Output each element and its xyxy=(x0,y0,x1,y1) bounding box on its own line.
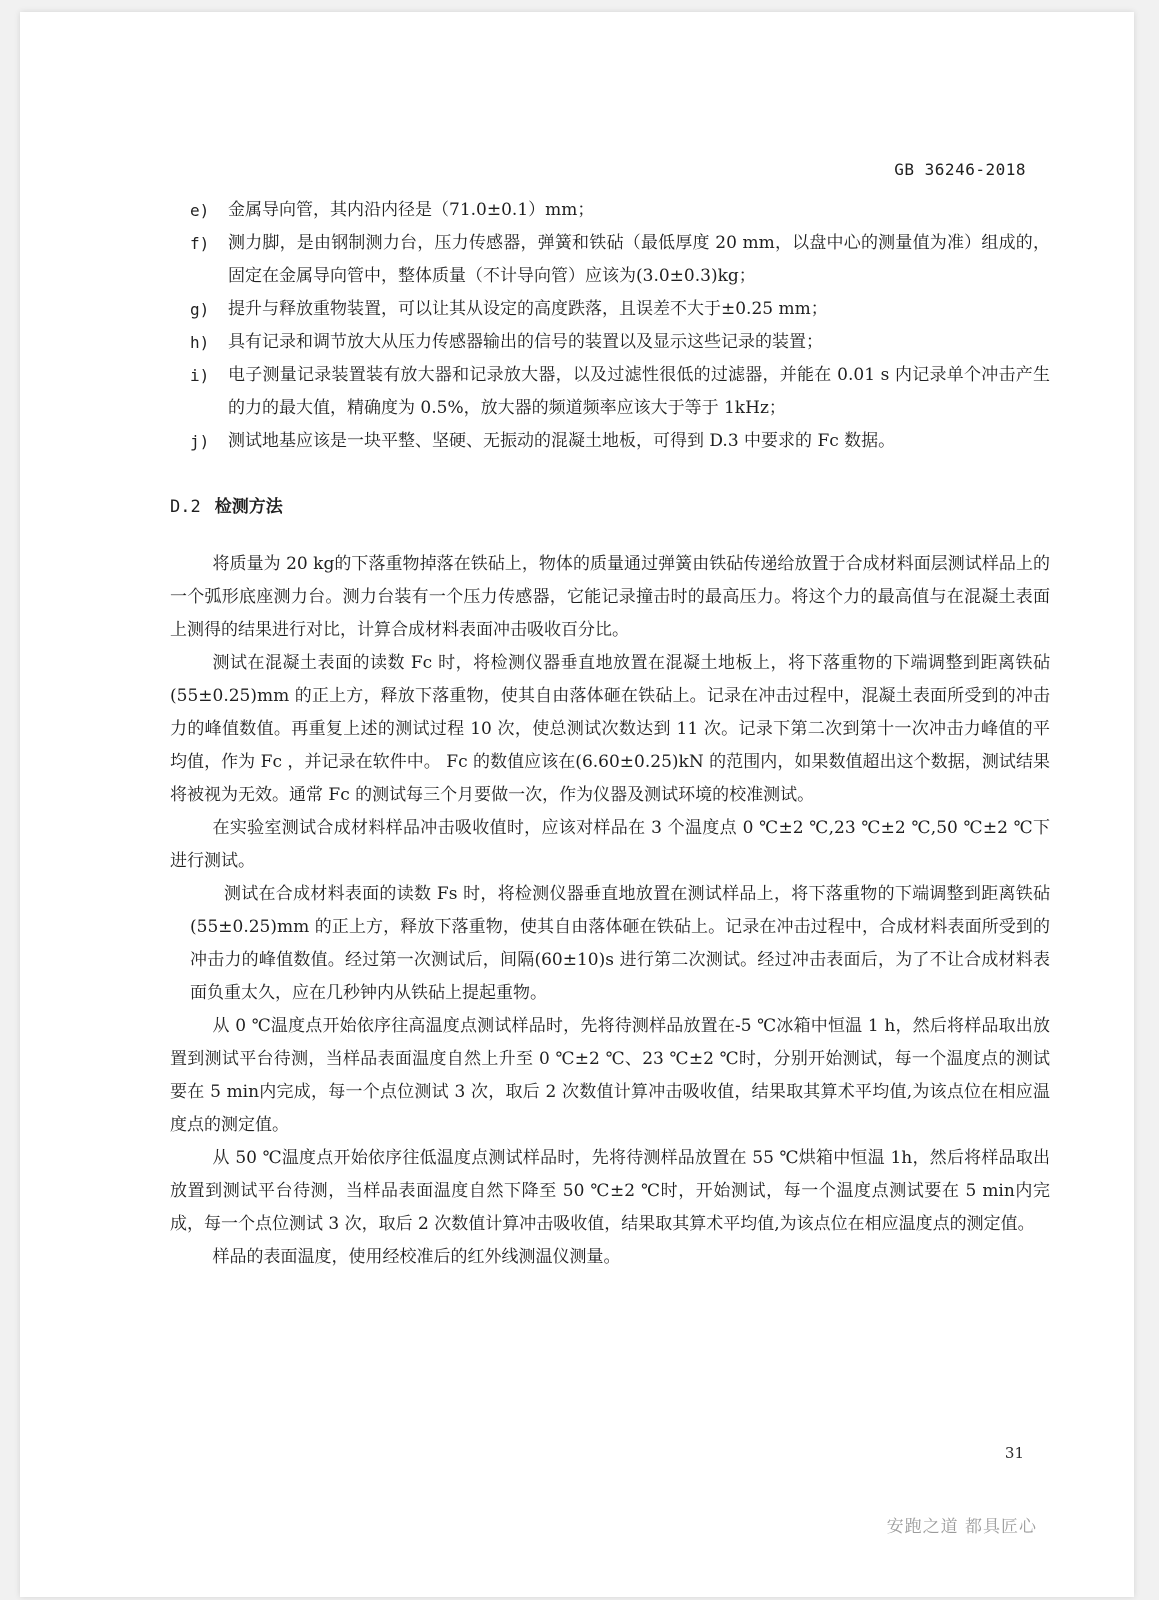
list-item-text: 测力脚，是由钢制测力台，压力传感器，弹簧和铁砧（最低厚度 20 mm，以盘中心的测量值为准）组成的，固定在金属导向管中，整体质量（不计导向管）应该为(3.0±0.3)kg； xyxy=(228,233,1050,286)
paragraph: 将质量为 20 kg的下落重物掉落在铁砧上，物体的质量通过弹簧由铁砧传递给放置于合成材料面层测试样品上的一个弧形底座测力台。测力台装有一个压力传感器，它能记录撞击时的最高压力。将这个力的最高值与在混凝土表面上测得的结果进行对比，计算合成材料表面冲击吸收百分比。 xyxy=(170,554,1050,640)
paragraph: 从 0 ℃温度点开始依序往高温度点测试样品时，先将待测样品放置在-5 ℃冰箱中恒温 1 h，然后将样品取出放置到测试平台待测，当样品表面温度自然上升至 0 ℃±2 ℃、23 ℃±2 ℃时，分别开始测试，每一个温度点的测试要在 5 min内完成，每一个点位测试 3 次，取后 2 次数值计算冲击吸收值，结果取其算术平均值,为该点位在相应温度点的测定值。 xyxy=(170,1016,1050,1135)
list-item xyxy=(190,359,1050,425)
list-item-label: g) xyxy=(190,300,210,319)
list-item-text: 电子测量记录装置装有放大器和记录放大器，以及过滤性很低的过滤器，并能在 0.01 s 内记录单个冲击产生的力的最大值，精确度为 0.5%，放大器的频道频率应该大于等于 1kHz； xyxy=(228,365,1050,418)
equipment-list xyxy=(190,194,1050,458)
page-number: 31 xyxy=(1004,1444,1024,1462)
list-item xyxy=(190,194,1050,227)
paragraph: 样品的表面温度，使用经校准后的红外线测温仪测量。 xyxy=(212,1247,621,1267)
list-item-label: i) xyxy=(190,366,210,385)
watermark-text: 安跑之道 都具匠心 xyxy=(886,1517,1037,1537)
section-heading xyxy=(170,492,283,517)
list-item-text: 具有记录和调节放大从压力传感器输出的信号的装置以及显示这些记录的装置； xyxy=(228,332,823,352)
list-item xyxy=(190,425,1050,458)
list-item-text: 测试地基应该是一块平整、坚硬、无振动的混凝土地板，可得到 D.3 中要求的 Fc 数据。 xyxy=(228,431,896,451)
paragraph: 在实验室测试合成材料样品冲击吸收值时，应该对样品在 3 个温度点 0 ℃±2 ℃,23 ℃±2 ℃,50 ℃±2 ℃下进行测试。 xyxy=(170,818,1050,871)
section-title: 检测方法 xyxy=(214,497,283,517)
list-item-label: h) xyxy=(190,333,210,352)
list-item-text: 提升与释放重物装置，可以让其从设定的高度跌落，且误差不大于±0.25 mm； xyxy=(228,299,828,319)
list-item xyxy=(190,293,1050,326)
list-item xyxy=(190,326,1050,359)
standard-code: GB 36246-2018 xyxy=(894,160,1026,179)
list-item-label: j) xyxy=(190,432,210,451)
document-page xyxy=(20,12,1134,1597)
list-item xyxy=(190,227,1050,293)
list-item-label: e) xyxy=(190,201,210,220)
list-item-label: f) xyxy=(190,234,210,253)
paragraph: 从 50 ℃温度点开始依序往低温度点测试样品时，先将待测样品放置在 55 ℃烘箱中恒温 1h，然后将样品取出放置到测试平台待测，当样品表面温度自然下降至 50 ℃±2 ℃时，开始测试，每一个温度点测试要在 5 min内完成，每一个点位测试 3 次，取后 2 次数值计算冲击吸收值，结果取其算术平均值,为该点位在相应温度点的测定值。 xyxy=(170,1148,1050,1234)
section-number: D.2 xyxy=(170,497,201,517)
paragraph: 测试在合成材料表面的读数 Fs 时，将检测仪器垂直地放置在测试样品上，将下落重物的下端调整到距离铁砧(55±0.25)mm 的正上方，释放下落重物，使其自由落体砸在铁砧上。记录在冲击过程中，合成材料表面所受到的冲击力的峰值数值。经过第一次测试后，间隔(60±10)s 进行第二次测试。经过冲击表面后，为了不让合成材料表面负重太久，应在几秒钟内从铁砧上提起重物。 xyxy=(190,884,1050,1003)
list-item-text: 金属导向管，其内沿内径是（71.0±0.1）mm； xyxy=(228,200,595,220)
paragraph: 测试在混凝土表面的读数 Fc 时，将检测仪器垂直地放置在混凝土地板上，将下落重物的下端调整到距离铁砧(55±0.25)mm 的正上方，释放下落重物，使其自由落体砸在铁砧上。记录在冲击过程中，混凝土表面所受到的冲击力的峰值数值。再重复上述的测试过程 10 次，使总测试次数达到 11 次。记录下第二次到第十一次冲击力峰值的平均值，作为 Fc ，并记录在软件中。 Fc 的数值应该在(6.60±0.25)kN 的范围内，如果数值超出这个数据，测试结果将被视为无效。通常 Fc 的测试每三个月要做一次，作为仪器及测试环境的校准测试。 xyxy=(170,653,1050,805)
section-body xyxy=(170,548,1050,1274)
